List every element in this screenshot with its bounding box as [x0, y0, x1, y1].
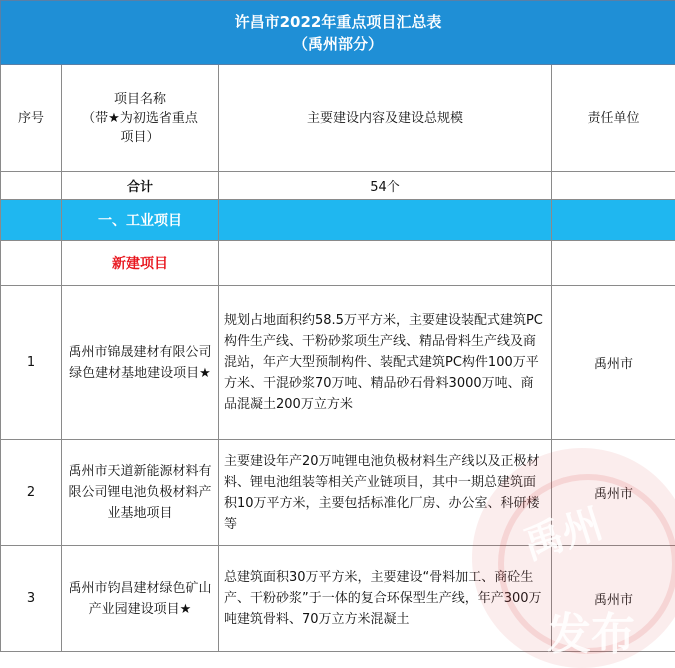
section-row [1, 200, 675, 241]
title-line-2: （禹州部分） [1, 33, 675, 55]
total-row [1, 172, 675, 200]
project-content: 总建筑面积30万平方米，主要建设“骨料加工、商砼生产、干粉砂浆”于一体的复合环保型生产线，年产300万吨建筑骨料、70万立方米混凝土 [219, 546, 552, 652]
project-no: 1 [1, 286, 62, 440]
project-unit: 禹州市 [552, 286, 675, 440]
header-name-line-3: 项目） [66, 128, 214, 147]
title-line-1: 许昌市2022年重点项目汇总表 [1, 11, 675, 33]
project-content: 主要建设年产20万吨锂电池负极材料生产线以及正极材料、锂电池组装等相关产业链项目，其中一期总建筑面积10万平方米，主要包括标准化厂房、办公室、科研楼等 [219, 440, 552, 546]
project-no: 2 [1, 440, 62, 546]
watermark-text-1: 禹州 [515, 492, 609, 571]
subsection-label: 新建项目 [62, 241, 219, 286]
header-no: 序号 [1, 65, 62, 172]
header-row [1, 65, 675, 172]
project-name: 禹州市钧昌建材绿色矿山产业园建设项目★ [62, 546, 219, 652]
header-name-line-2: （带★为初选省重点 [66, 109, 214, 128]
project-name: 禹州市天道新能源材料有限公司锂电池负极材料产业基地项目 [62, 440, 219, 546]
project-unit: 禹州市 [552, 440, 675, 546]
header-name-line-1: 项目名称 [66, 90, 214, 109]
total-label: 合计 [62, 172, 219, 200]
project-unit: 禹州市 [552, 546, 675, 652]
project-content: 规划占地面积约58.5万平方米，主要建设装配式建筑PC构件生产线、干粉砂浆项生产线、精品骨料生产线及商混站，年产大型预制构件、装配式建筑PC构件100万平方米、干混砂浆70万吨、精品砂石骨料3000万吨、商品混凝土200万立方米 [219, 286, 552, 440]
section-label: 一、工业项目 [62, 200, 219, 241]
table-row [1, 440, 675, 546]
project-name: 禹州市锦晟建材有限公司绿色建材基地建设项目★ [62, 286, 219, 440]
project-no: 3 [1, 546, 62, 652]
watermark-text-2: 发布 [547, 598, 635, 662]
header-name [62, 65, 219, 172]
subsection-row [1, 241, 675, 286]
header-unit: 责任单位 [552, 65, 675, 172]
total-value: 54个 [219, 172, 552, 200]
table-row [1, 286, 675, 440]
table-row [1, 546, 675, 652]
table-title [1, 1, 675, 65]
header-content: 主要建设内容及建设总规模 [219, 65, 552, 172]
title-row [1, 1, 675, 65]
